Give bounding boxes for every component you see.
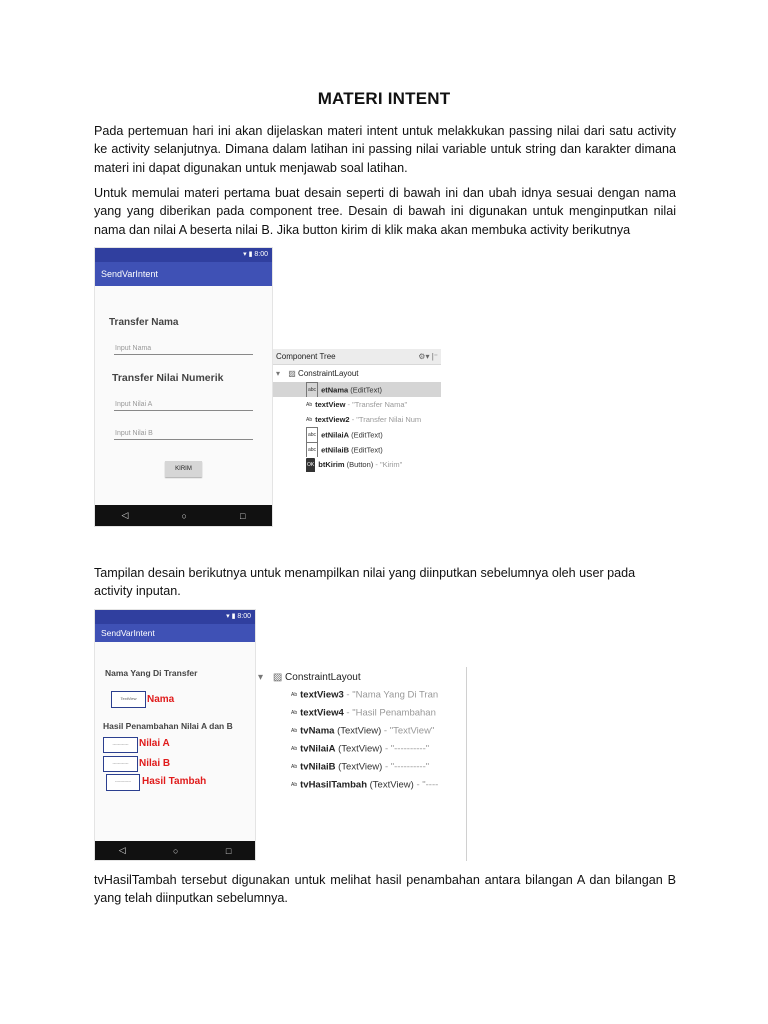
closing-paragraph: tvHasilTambah tersebut digunakan untuk melihat hasil penambahan antara bilangan A dan bilangan B yang telah diinputkan sebelumnya. [94,873,676,906]
phone-screenshot-output [95,610,255,860]
widget-type-icon: Ab [306,401,313,408]
settings-icon[interactable]: ⚙▾ |⁻ [418,352,438,361]
recent-apps-icon[interactable]: □ [225,845,232,856]
tree-item-value: - "---- [416,779,439,791]
annotation-hasil-tambah: Hasil Tambah [142,776,207,787]
widget-type-icon: abc [306,442,318,457]
label-transfer-nilai: Transfer Nilai Numerik [112,372,224,384]
tree-item-name: tvNilaiB [300,761,336,773]
app-bar-title: SendVarIntent [95,262,272,286]
input-nilai-a-field[interactable] [114,396,253,411]
tree-item-name: tvHasilTambah [300,779,367,791]
app-bar-title: SendVarIntent [95,624,255,642]
second-design-paragraph: Tampilan desain berikutnya untuk menampilkan nilai yang diinputkan sebelumnya oleh user pada activity inputan. [94,566,636,599]
input-nama-field[interactable] [114,340,253,355]
tree-item-value: - "Kirim" [375,460,403,469]
tree-item-type: (TextView) [369,779,414,791]
tree-row-tvnilaib[interactable] [256,758,466,776]
back-icon[interactable]: ◁ [118,845,126,855]
tv-nama-box: TextView [111,691,146,708]
component-tree-title: Component Tree [276,352,336,361]
tree-item-name: tvNilaiA [300,743,336,755]
tree-item-type: (TextView) [338,761,383,773]
tree-item-type: (EditText) [351,445,383,455]
widget-type-icon: OK [306,458,315,472]
tree-row-textview2[interactable] [273,412,441,427]
tree-item-value: - "TextView" [383,725,435,737]
tree-row-textview[interactable] [273,397,441,412]
label-nama-transfer: Nama Yang Di Transfer [105,668,198,678]
tree-row-textview4[interactable] [256,704,466,722]
status-bar [95,248,272,262]
tree-root-label: ConstraintLayout [298,369,359,378]
document-title: MATERI INTENT [317,89,451,108]
label-hasil-penambahan: Hasil Penambahan Nilai A dan B [103,721,233,731]
constraint-layout-icon: ▨ [288,369,296,378]
tree-item-name: tvNama [300,725,335,737]
tree-item-type: (EditText) [351,430,383,440]
annotation-nilai-b: Nilai B [139,758,171,769]
annotation-nilai-a: Nilai A [139,738,170,749]
first-design-paragraph: Untuk memulai materi pertama buat desain seperti di bawah ini dan ubah idnya sesuai dengan nama yang yang diberikan pada component tree. Desain di bawah ini digunakan untuk menginputkan nilai nama dan nilai A beserta nilai B. Jika button kirim di klik maka akan membuka activity berikutnya [94,186,676,237]
tree-row-tvhasiltambah[interactable] [256,776,466,794]
home-icon[interactable]: ○ [181,510,187,521]
tree-row-btkirim[interactable] [273,457,441,472]
back-icon[interactable]: ◁ [121,510,129,520]
tree-item-name: textView2 [315,415,350,424]
component-tree-output [256,667,467,861]
tree-item-type: (EditText) [350,385,382,395]
tree-item-name: textView [315,400,346,409]
nav-bar [95,841,255,860]
widget-type-icon: Ab [291,782,298,788]
constraint-layout-icon: ▨ [272,672,283,683]
tree-item-name: btKirim [318,460,345,469]
tv-hasil-tambah-box: ------------ [106,774,140,791]
tree-row-textview3[interactable] [256,686,466,704]
tree-row-tvnilaia[interactable] [256,740,466,758]
phone-screenshot-input [95,248,272,526]
tree-row-etnilaia[interactable] [273,427,441,442]
widget-type-icon: Ab [291,728,298,734]
input-nilai-a-hint: Input Nilai A [115,401,153,408]
widget-type-icon: abc [306,382,318,397]
widget-type-icon: Ab [291,764,298,770]
tree-row-tvnama[interactable] [256,722,466,740]
tree-item-value: - "----------" [384,743,430,755]
kirim-button[interactable]: KIRIM [165,461,202,477]
tree-item-value: - "Hasil Penambahan [346,707,436,719]
tree-root-row[interactable] [273,367,441,381]
intro-paragraph: Pada pertemuan hari ini akan dijelaskan materi intent untuk melakkukan passing nilai dari satu activity ke activity selanjutnya. Dimana dalam latihan ini passing nilai variable untuk string dan karakter dimana materi ini dapat digunakan untuk menjawab soal latihan. [94,124,676,175]
label-transfer-nama: Transfer Nama [109,317,179,328]
tree-root-toggle-icon[interactable]: ▾ [258,672,264,683]
status-icons: ▾ ▮ 8:00 [226,613,251,620]
tree-item-value: - "----------" [384,761,430,773]
status-icons: ▾ ▮ 8:00 [243,251,268,258]
tree-item-name: etNama [321,385,349,395]
tree-root-label: ConstraintLayout [285,672,361,683]
tv-nilai-b-box: ------------ [103,756,138,772]
nav-bar [95,505,272,526]
tree-item-type: (TextView) [338,743,383,755]
widget-type-icon: abc [306,427,318,442]
input-nama-hint: Input Nama [115,345,152,352]
tree-item-name: textView3 [300,689,344,701]
tree-root-row[interactable] [256,669,466,687]
widget-type-icon: Ab [291,710,298,716]
tree-item-name: etNilaiA [321,430,349,440]
input-nilai-b-field[interactable] [114,425,253,440]
status-time: 8:00 [237,613,251,620]
annotation-nama: Nama [147,694,175,705]
component-tree-header [273,349,441,365]
tree-row-etnilaib[interactable] [273,442,441,457]
widget-type-icon: Ab [306,416,313,423]
tree-row-etnama[interactable] [273,382,441,397]
tree-item-value: - "Transfer Nilai Num [351,415,422,424]
widget-type-icon: Ab [291,746,298,752]
home-icon[interactable]: ○ [173,845,179,856]
tv-nilai-a-box: ------------ [103,737,138,753]
status-time: 8:00 [254,251,268,258]
tree-item-value: - "Nama Yang Di Tran [346,689,439,701]
component-tree-input [273,349,441,477]
tree-item-type: (Button) [346,460,374,469]
tree-item-type: (TextView) [337,725,382,737]
widget-type-icon: Ab [291,692,298,698]
status-bar [95,610,255,624]
recent-apps-icon[interactable]: □ [240,510,246,521]
tree-item-value: - "Transfer Nama" [347,400,408,409]
tree-item-name: textView4 [300,707,344,719]
tree-item-name: etNilaiB [321,445,349,455]
tree-root-toggle-icon[interactable]: ▾ [276,369,281,378]
input-nilai-b-hint: Input Nilai B [115,430,153,437]
